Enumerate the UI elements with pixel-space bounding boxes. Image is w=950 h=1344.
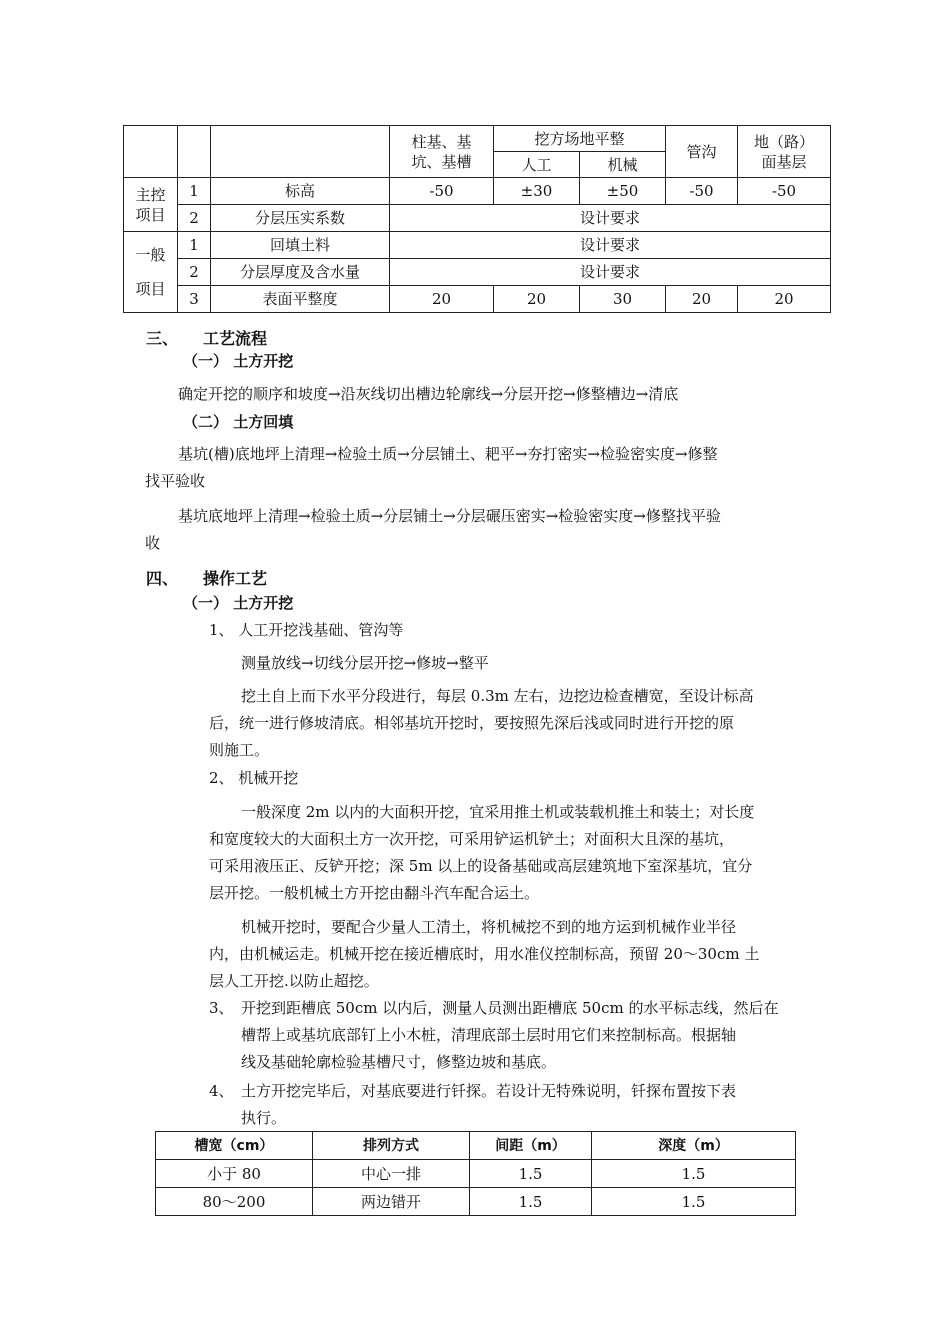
cell: -50	[390, 178, 494, 205]
row-num: 3	[178, 286, 211, 313]
group-text: 一般	[135, 246, 166, 264]
item2-title: 2、 机械开挖	[209, 769, 299, 787]
cell: ±50	[580, 178, 666, 205]
item2-para-b-line3: 层人工开挖.以防止超挖。	[209, 972, 379, 990]
table-row	[124, 259, 831, 286]
cell: 80～200	[156, 1188, 313, 1216]
item3-line1: 开挖到距槽底 50cm 以内后，测量人员测出距槽底 50cm 的水平标志线，然后在	[241, 999, 779, 1017]
section-3-number: 三、	[146, 329, 179, 348]
flow-backfill-2-cont: 收	[145, 534, 161, 552]
table-row	[124, 205, 831, 232]
header-col-foundation	[390, 126, 494, 178]
header-empty-1	[124, 126, 178, 178]
flow-excavation: 确定开挖的顺序和坡度→沿灰线切出槽边轮廓线→分层开挖→修整槽边→清底	[178, 385, 679, 403]
cell: 两边错开	[313, 1188, 470, 1216]
item1-para-line2: 后，统一进行修坡清底。相邻基坑开挖时，要按照先深后浅或同时进行开挖的原	[209, 714, 735, 732]
row-item: 分层厚度及含水量	[211, 259, 390, 286]
item2-para-a-line2: 和宽度较大的大面积土方一次开挖，可采用铲运机铲土；对面积大且深的基坑，	[209, 830, 735, 848]
group-text: 项目	[135, 205, 166, 224]
section-4-sub1: （一） 土方开挖	[183, 594, 294, 612]
item2-para-a-line3: 可采用液压正、反铲开挖；深 5m 以上的设备基础或高层建筑地下室深基坑，宜分	[209, 857, 753, 875]
cell: 20	[738, 286, 831, 313]
section-4-number: 四、	[146, 569, 179, 588]
cell: 20	[494, 286, 580, 313]
cell: 20	[390, 286, 494, 313]
header-text: 地（路）	[754, 132, 815, 151]
header-text: 面基层	[761, 152, 807, 171]
cell: 20	[666, 286, 738, 313]
header-col-trench: 管沟	[666, 126, 738, 178]
cell: 1.5	[470, 1160, 592, 1188]
item4-number: 4、	[209, 1082, 234, 1100]
cell: -50	[738, 178, 831, 205]
item3-line2: 槽帮上或基坑底部钉上小木桩，清理底部土层时用它们来控制标高。根据轴	[241, 1026, 737, 1044]
merged-cell: 设计要求	[390, 259, 831, 286]
row-num: 2	[178, 259, 211, 286]
row-num: 1	[178, 232, 211, 259]
row-num: 2	[178, 205, 211, 232]
cell: -50	[666, 178, 738, 205]
probing-table	[155, 1131, 796, 1216]
item2-para-a-line4: 层开挖。一般机械土方开挖由翻斗汽车配合运土。	[209, 884, 540, 902]
flow-backfill-1-cont: 找平验收	[145, 472, 206, 490]
cell: 中心一排	[313, 1160, 470, 1188]
header-col-machine: 机械	[580, 152, 666, 178]
cell: 1.5	[592, 1160, 796, 1188]
cell: 1.5	[592, 1188, 796, 1216]
header-width: 槽宽（cm）	[156, 1132, 313, 1160]
header-text: 坑、基槽	[411, 152, 472, 171]
group-text: 项目	[135, 280, 166, 298]
acceptance-table	[123, 125, 831, 313]
merged-cell: 设计要求	[390, 232, 831, 259]
table-header-row	[156, 1132, 796, 1160]
row-num: 1	[178, 178, 211, 205]
table-row	[124, 178, 831, 205]
table-row	[124, 286, 831, 313]
cell: 1.5	[470, 1188, 592, 1216]
item2-para-b-line2: 内，由机械运走。机械开挖在接近槽底时，用水准仪控制标高，预留 20～30cm 土	[209, 945, 760, 963]
header-text: 柱基、基	[411, 132, 472, 151]
item1-para-line1: 挖土自上而下水平分段进行，每层 0.3m 左右，边挖边检查槽宽，至设计标高	[241, 687, 754, 705]
header-group-leveling: 挖方场地平整	[494, 126, 666, 152]
header-empty-3	[211, 126, 390, 178]
header-empty-2	[178, 126, 211, 178]
cell: 小于 80	[156, 1160, 313, 1188]
header-arrangement: 排列方式	[313, 1132, 470, 1160]
header-col-road-base	[738, 126, 831, 178]
cell: 30	[580, 286, 666, 313]
flow-backfill-1: 基坑(槽)底地坪上清理→检验土质→分层铺土、耙平→夯打密实→检验密实度→修整	[178, 445, 718, 463]
section-3-sub2: （二） 土方回填	[183, 413, 294, 431]
merged-cell: 设计要求	[390, 205, 831, 232]
item1-flow: 测量放线→切线分层开挖→修坡→整平	[241, 654, 489, 672]
cell: ±30	[494, 178, 580, 205]
group-main-control	[124, 178, 178, 232]
header-depth: 深度（m）	[592, 1132, 796, 1160]
group-general	[124, 232, 178, 313]
row-item: 回填土料	[211, 232, 390, 259]
item3-line3: 线及基础轮廓检验基槽尺寸，修整边坡和基底。	[241, 1053, 557, 1071]
section-4-title: 操作工艺	[203, 569, 268, 588]
row-item: 分层压实系数	[211, 205, 390, 232]
section-3-sub1: （一） 土方开挖	[183, 352, 294, 370]
group-text: 主控	[135, 185, 166, 204]
item2-para-a-line1: 一般深度 2m 以内的大面积开挖，宜采用推土机或装载机推土和装土；对长度	[241, 803, 755, 821]
header-col-manual: 人工	[494, 152, 580, 178]
table-row	[156, 1160, 796, 1188]
item1-title: 1、 人工开挖浅基础、管沟等	[209, 621, 404, 639]
item4-line1: 土方开挖完毕后，对基底要进行钎探。若设计无特殊说明，钎探布置按下表	[241, 1082, 737, 1100]
item2-para-b-line1: 机械开挖时，要配合少量人工清土，将机械挖不到的地方运到机械作业半径	[241, 918, 737, 936]
item4-line2: 执行。	[241, 1109, 287, 1127]
row-item: 表面平整度	[211, 286, 390, 313]
section-3-title: 工艺流程	[203, 329, 268, 348]
row-item: 标高	[211, 178, 390, 205]
item1-para-line3: 则施工。	[209, 741, 270, 759]
flow-backfill-2: 基坑底地坪上清理→检验土质→分层铺土→分层碾压密实→检验密实度→修整找平验	[178, 507, 721, 525]
item3-number: 3、	[209, 999, 234, 1017]
header-spacing: 间距（m）	[470, 1132, 592, 1160]
table-row	[156, 1188, 796, 1216]
table-row	[124, 232, 831, 259]
